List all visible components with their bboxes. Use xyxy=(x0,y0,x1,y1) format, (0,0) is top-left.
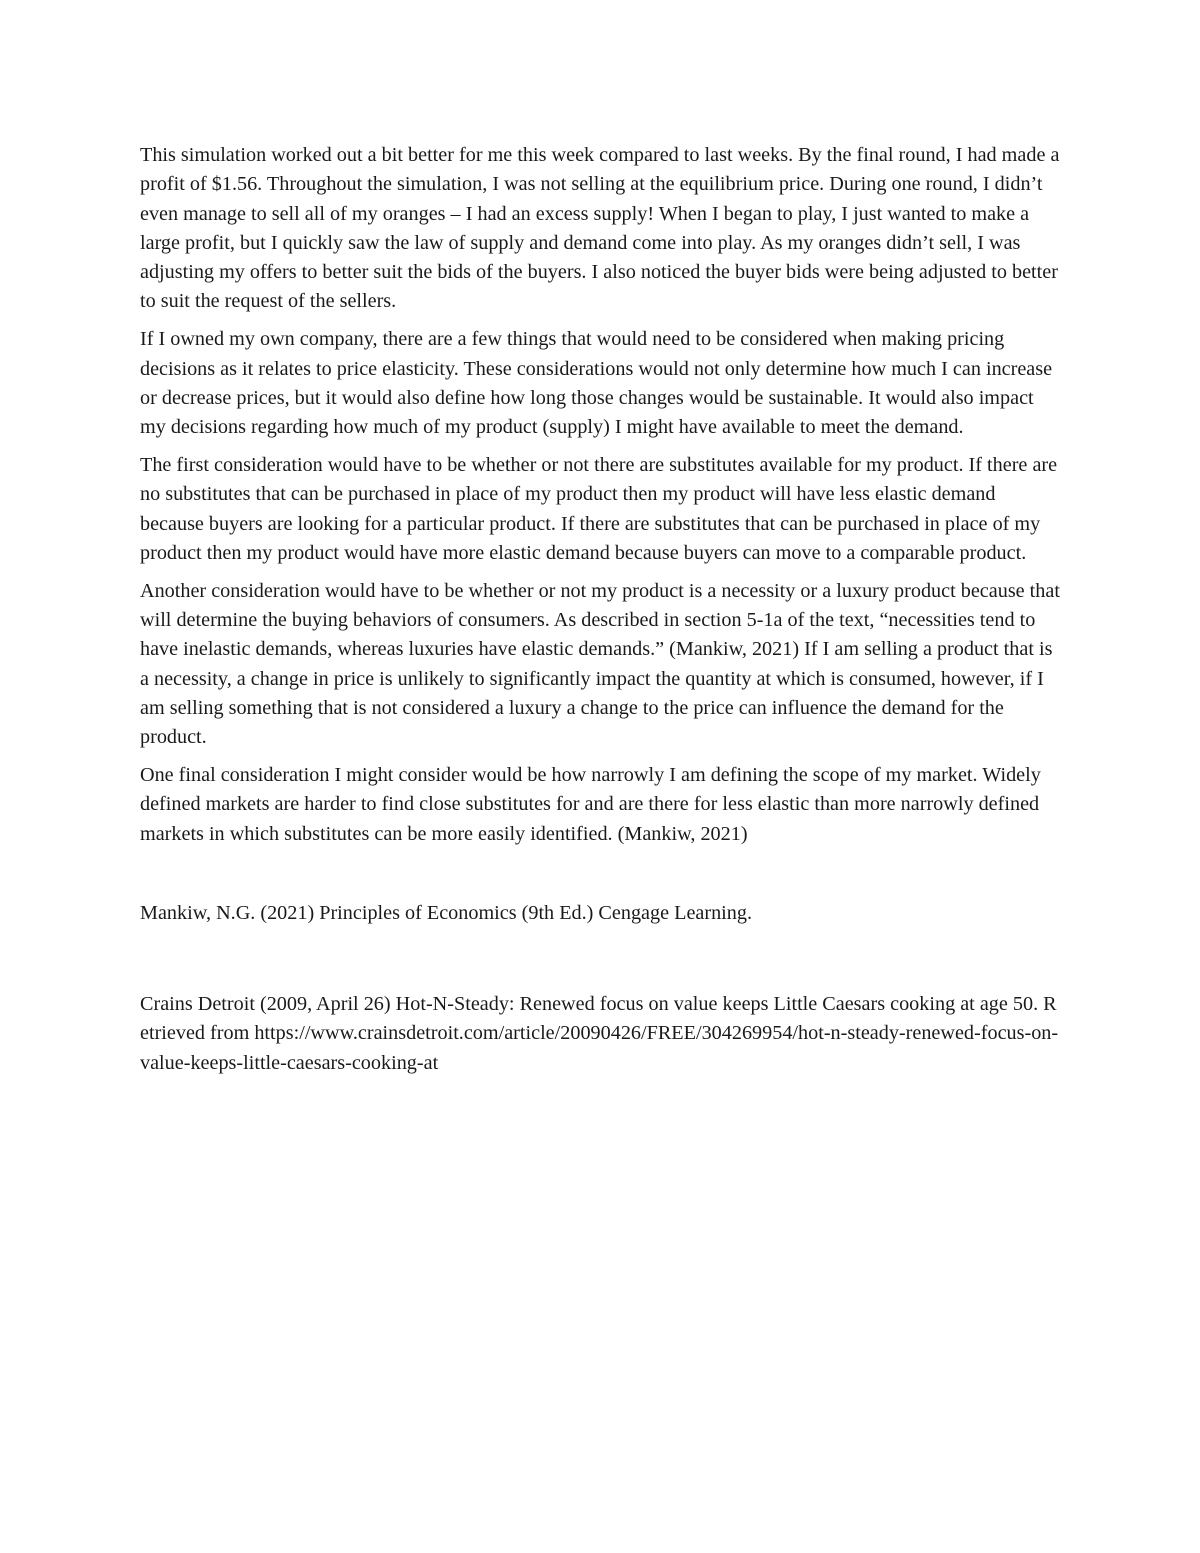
reference-crains-detroit: Crains Detroit (2009, April 26) Hot-N-Steady: Renewed focus on value keeps Little Caesars cooking at age 50. Retrieved from https://www.crainsdetroit.com/article/20090426/FREE/304269954/hot-n-steady-renewed-focus-on-value-keeps-little-caesars-cooking-at xyxy=(140,993,1059,1074)
document-body xyxy=(140,141,1062,1140)
references-section xyxy=(140,899,1062,1078)
paragraph-necessity-luxury: Another consideration would have to be whether or not my product is a necessity or a luxury product because that will determine the buying behaviors of consumers. As described in section 5-1a of the text, “necessities tend to have inelastic demands, whereas luxuries have elastic demands.” (Mankiw, 2021) If I am selling a product that is a necessity, a change in price is unlikely to significantly impact the quantity at which is consumed, however, if I am selling something that is not considered a luxury a change to the price can influence the demand for the product. xyxy=(140,579,1060,749)
paragraph-simulation: This simulation worked out a bit better for me this week compared to last weeks. By the final round, I had made a profit of $1.56. Throughout the simulation, I was not selling at the equilibrium price. During one round, I didn’t even manage to sell all of my oranges – I had an excess supply! When I began to play, I just wanted to make a large profit, but I quickly saw the law of supply and demand come into play. As my oranges didn’t sell, I was adjusting my offers to better suit the bids of the buyers. I also noticed the buyer bids were being adjusted to better to suit the request of the sellers. xyxy=(140,144,1060,313)
reference-mankiw: Mankiw, N.G. (2021) Principles of Economics (9th Ed.) Cengage Learning. xyxy=(140,901,753,924)
paragraph-market-scope: One final consideration I might consider would be how narrowly I am defining the scope of my market. Widely defined markets are harder to find close substitutes for and are there for less elastic than more narrowly defined markets in which substitutes can be more easily identified. (Mankiw, 2021) xyxy=(140,763,1041,845)
paragraph-substitutes: The first consideration would have to be whether or not there are substitutes available for my product. If there are no substitutes that can be purchased in place of my product then my product will have less elastic demand because buyers are looking for a particular product. If there are substitutes that can be purchased in place of my product then my product would have more elastic demand because buyers can move to a comparable product. xyxy=(140,453,1058,564)
paragraph-pricing-decisions: If I owned my own company, there are a few things that would need to be considered when making pricing decisions as it relates to price elasticity. These considerations would not only determine how much I can increase or decrease prices, but it would also define how long those changes would be sustainable. It would also impact my decisions regarding how much of my product (supply) I might have available to meet the demand. xyxy=(140,328,1053,439)
